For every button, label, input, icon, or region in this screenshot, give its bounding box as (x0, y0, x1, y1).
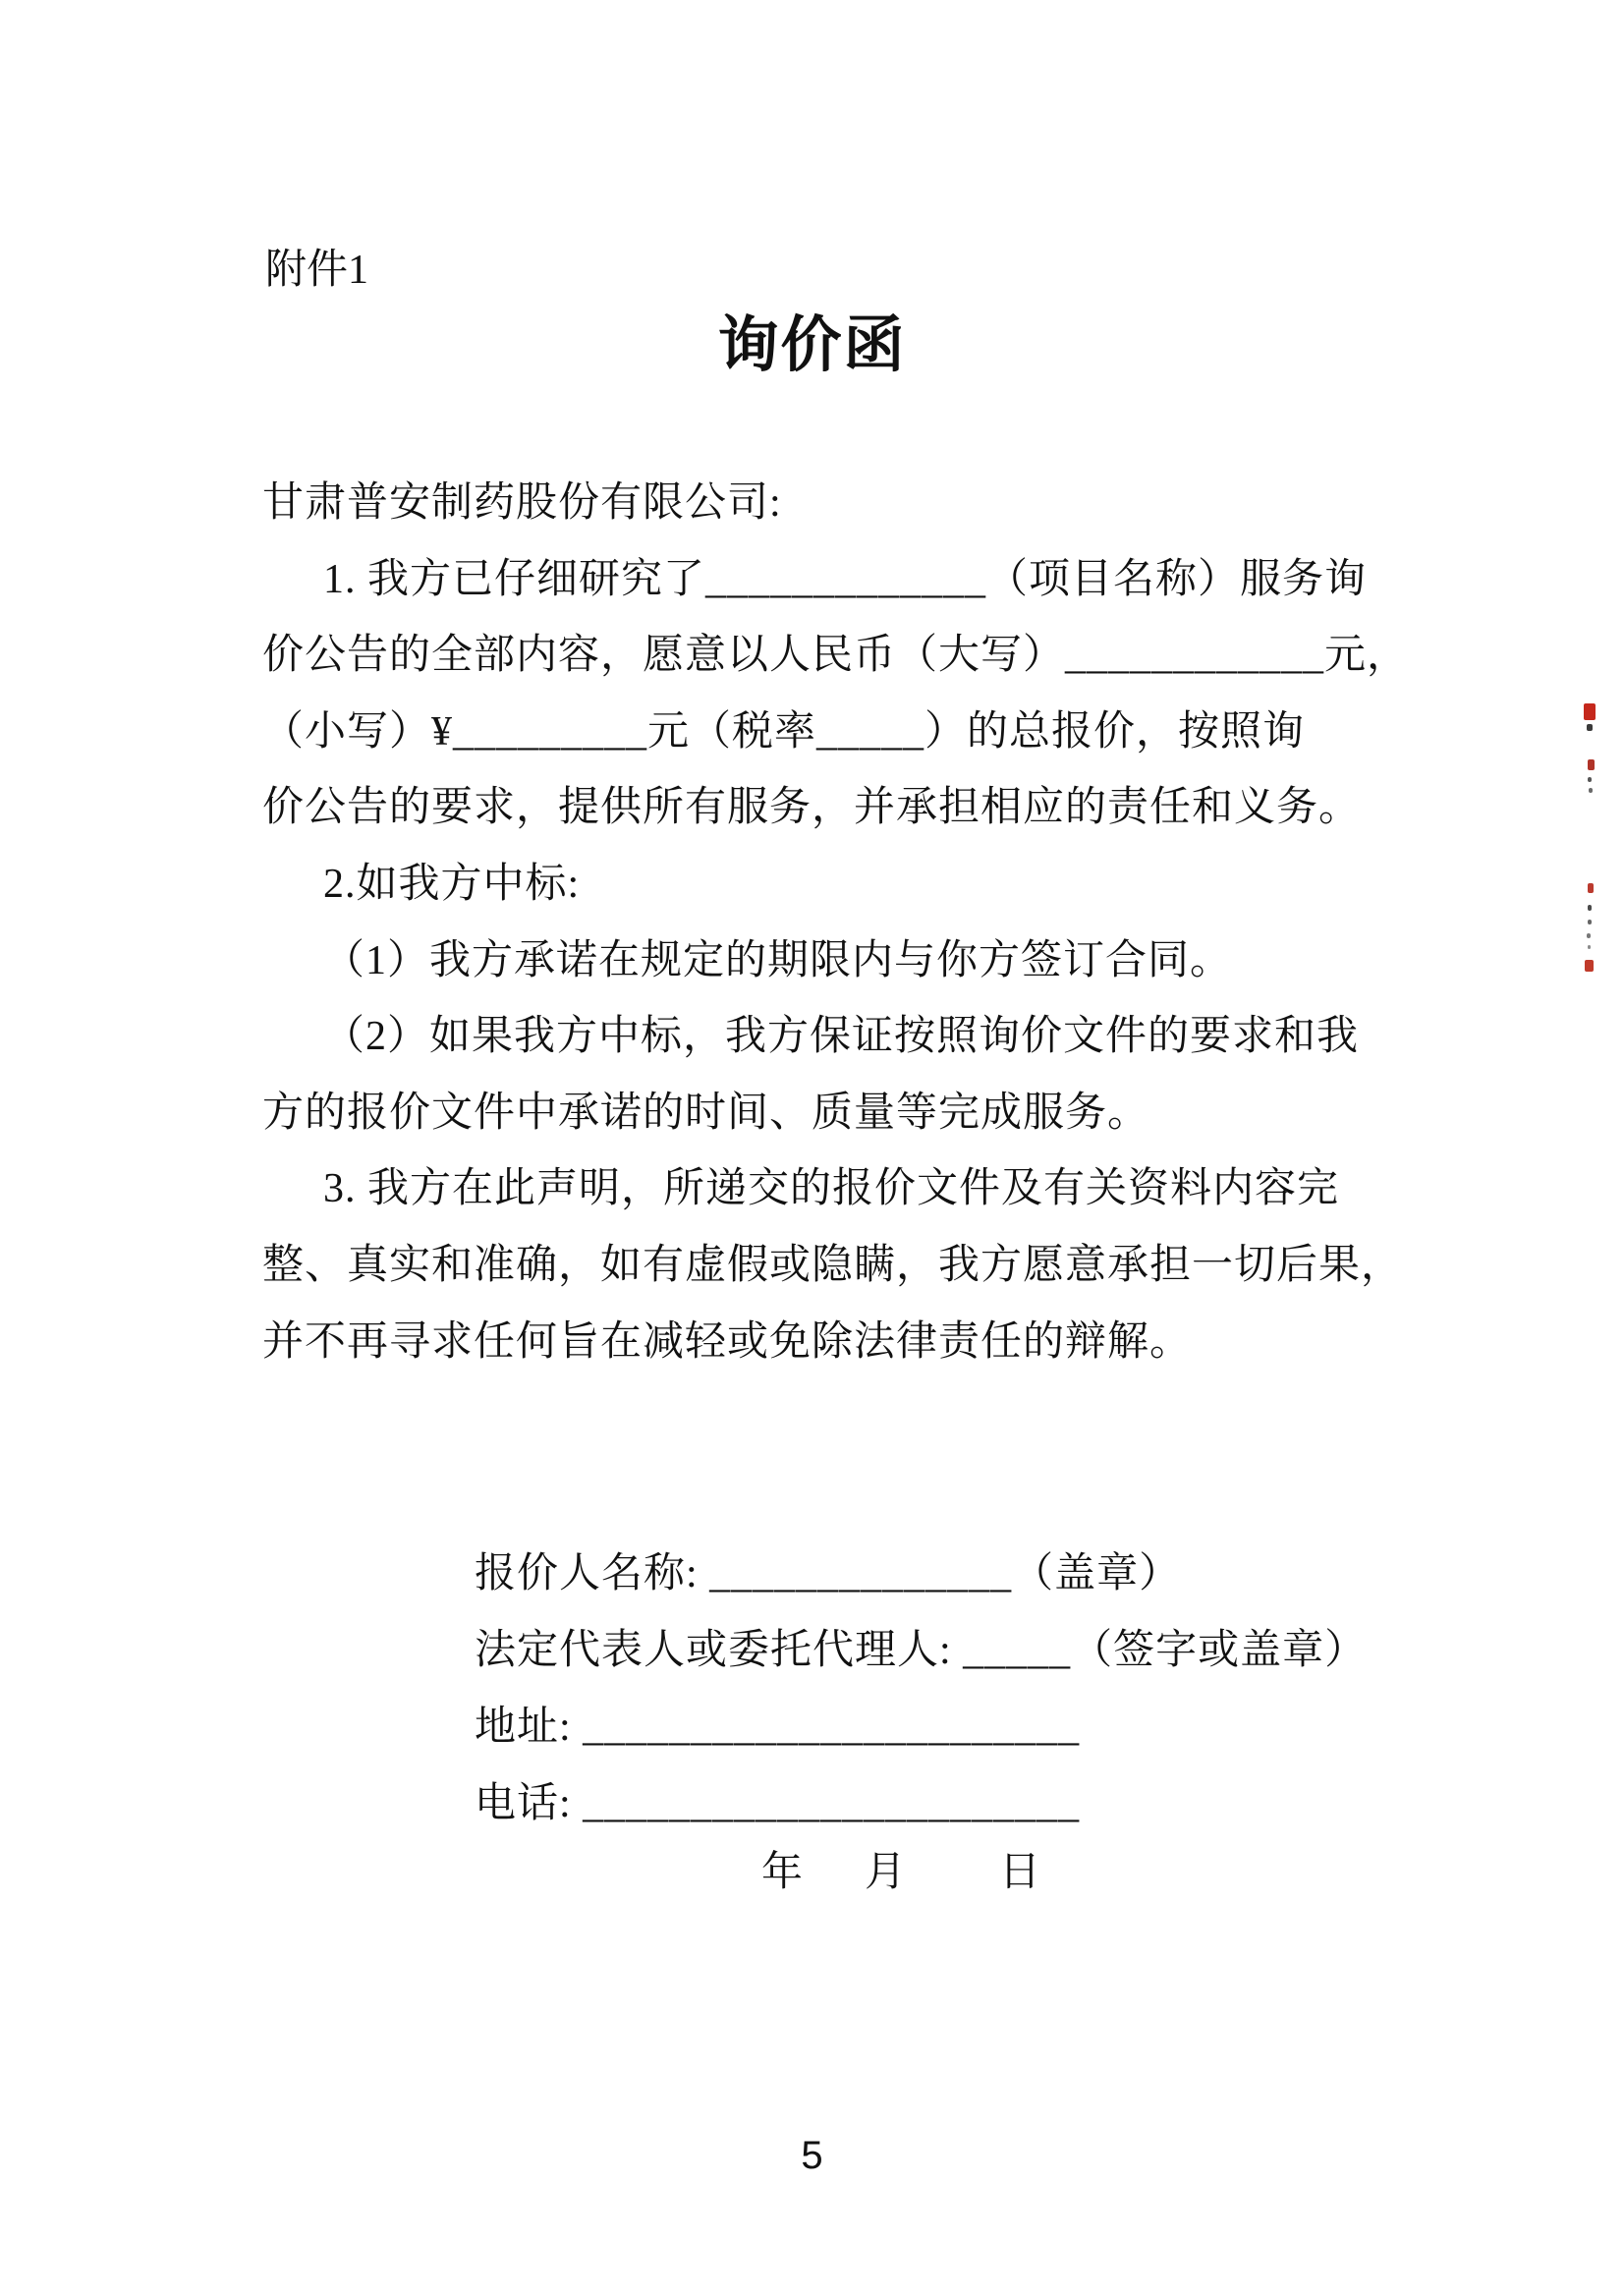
date-day-label: 日 (999, 1850, 1041, 1895)
page-number: 5 (801, 2134, 823, 2177)
date-year-label: 年 (761, 1850, 804, 1895)
scan-artifact (1588, 883, 1594, 893)
scan-artifact (1588, 759, 1595, 770)
page-title: 询价函 (717, 312, 907, 379)
scan-artifact (1589, 788, 1593, 793)
scan-artifact (1587, 724, 1593, 731)
scan-artifact (1588, 905, 1592, 911)
body-line-6: （1）我方承诺在规定的期限内与你方签订合同。 (323, 938, 1233, 983)
body-line-7: （2）如果我方中标，我方保证按照询价文件的要求和我 (323, 1014, 1360, 1059)
date-line (761, 1849, 1040, 1896)
body-line-9: 3. 我方在此声明，所递交的报价文件及有关资料内容完 (323, 1166, 1340, 1211)
sig-line-phone: 电话: _______________________ (475, 1781, 1081, 1826)
scan-artifact (1584, 703, 1596, 720)
body-line-5: 2.如我方中标: (323, 862, 581, 907)
scan-artifact (1585, 960, 1594, 972)
sig-line-representative: 法定代表人或委托代理人: _____（签字或盖章） (475, 1628, 1368, 1673)
body-line-11: 并不再寻求任何旨在减轻或免除法律责任的辩解。 (262, 1319, 1193, 1365)
body-line-10: 整、真实和准确，如有虚假或隐瞒，我方愿意承担一切后果， (262, 1243, 1404, 1288)
scan-artifact (1587, 933, 1591, 938)
sig-line-bidder-name: 报价人名称: ______________（盖章） (475, 1551, 1182, 1596)
body-line-2: 价公告的全部内容，愿意以人民币（大写）____________元， (262, 633, 1410, 678)
body-line-4: 价公告的要求，提供所有服务，并承担相应的责任和义务。 (262, 785, 1362, 830)
body-line-1: 1. 我方已仔细研究了_____________（项目名称）服务询 (323, 557, 1368, 602)
sig-line-address: 地址: _______________________ (475, 1705, 1081, 1750)
date-month-label: 月 (865, 1850, 907, 1895)
salutation-line: 甘肃普安制药股份有限公司: (262, 480, 782, 526)
body-line-8: 方的报价文件中承诺的时间、质量等完成服务。 (262, 1091, 1150, 1136)
body-line-3: （小写）¥_________元（税率_____）的总报价，按照询 (262, 709, 1306, 755)
scan-artifact (1588, 777, 1592, 782)
scan-artifact (1588, 920, 1592, 924)
scan-artifact (1588, 945, 1591, 949)
attachment-label: 附件1 (265, 248, 369, 293)
